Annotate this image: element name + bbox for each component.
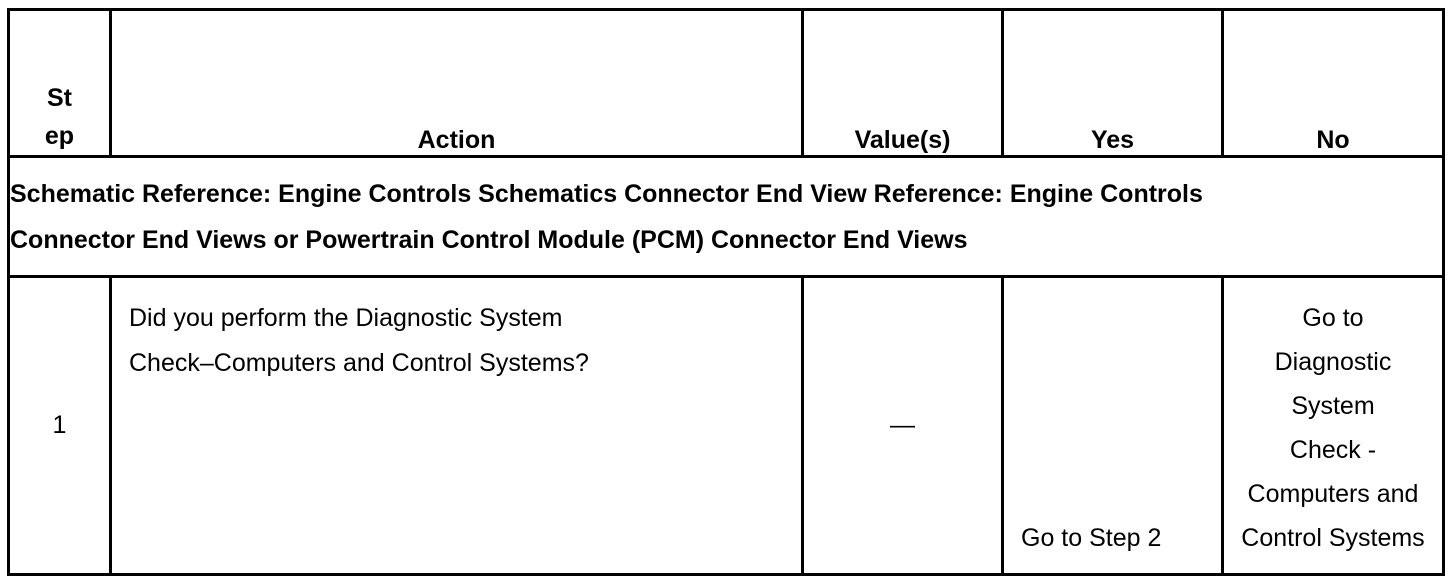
header-step-line1: St [47, 84, 72, 112]
no-line-3: System [1291, 392, 1375, 420]
header-no: No [1223, 10, 1444, 157]
action-text [111, 277, 803, 575]
no-cell [1223, 277, 1444, 575]
no-line-4: Check - [1289, 436, 1377, 464]
header-action: Action [111, 10, 803, 157]
header-yes: Yes [1003, 10, 1223, 157]
no-line-6: Control Systems [1241, 524, 1425, 552]
reference-line1: Schematic Reference: Engine Controls Schematics Connector End View Reference: Engine Controls [10, 179, 1203, 208]
header-step-line2: ep [44, 122, 75, 150]
reference-cell [9, 157, 1444, 277]
reference-row [9, 157, 1444, 277]
value-cell: — [803, 277, 1003, 575]
yes-cell: Go to Step 2 [1003, 277, 1223, 575]
no-line-2: Diagnostic [1274, 348, 1392, 376]
header-row [9, 10, 1444, 157]
step-number: 1 [9, 277, 111, 575]
reference-line2: Connector End Views or Powertrain Control Module (PCM) Connector End Views [10, 225, 968, 254]
diagnostic-table [7, 8, 1445, 576]
action-line1: Did you perform the Diagnostic System [129, 304, 563, 332]
header-values: Value(s) [803, 10, 1003, 157]
table-row [9, 277, 1444, 575]
no-line-5: Computers and [1247, 480, 1419, 508]
header-step [9, 10, 111, 157]
action-line2: Check–Computers and Control Systems? [129, 349, 589, 377]
no-line-1: Go to [1302, 304, 1364, 332]
